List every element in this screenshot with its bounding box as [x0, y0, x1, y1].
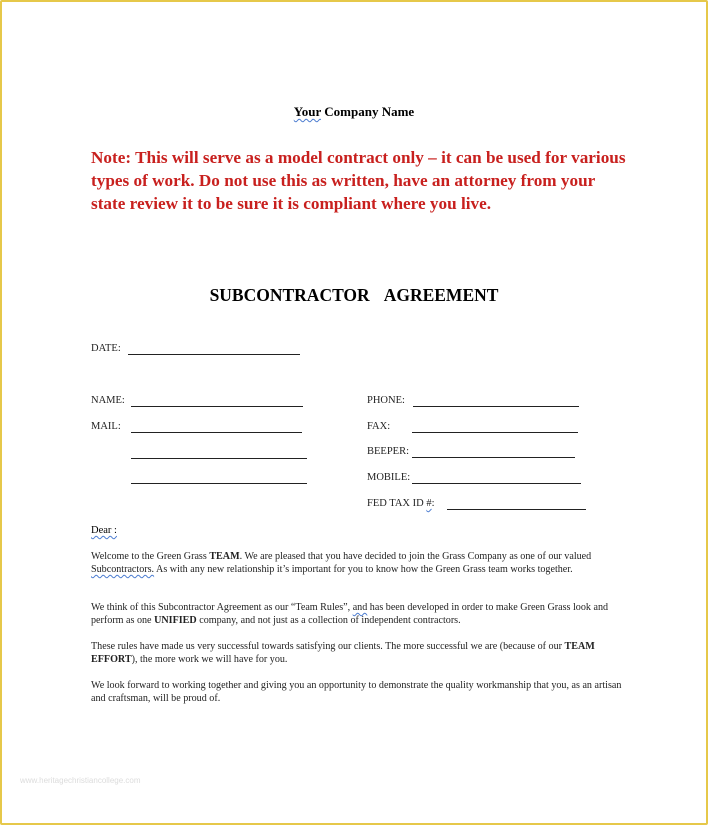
mobile-field[interactable]	[412, 483, 581, 484]
beeper-field[interactable]	[412, 457, 575, 458]
fax-label: FAX:	[367, 421, 391, 432]
fed-tax-prefix: FED TAX ID	[367, 498, 427, 509]
title-part-1: SUBCONTRACTOR	[209, 285, 370, 305]
paragraph-welcome: Welcome to the Green Grass TEAM. We are pleased that you have decided to join the Grass Company as one of our valued Subcontractors. As with any new relationship it’s important for you to know how the Green Grass team works together.	[91, 551, 592, 575]
date-field[interactable]	[128, 354, 300, 355]
fed-tax-id-label	[367, 498, 435, 509]
mail-field[interactable]	[131, 432, 302, 433]
fed-tax-id-field[interactable]	[447, 509, 586, 510]
company-name-suffix: Company Name	[321, 104, 415, 119]
fed-tax-colon: :	[431, 498, 435, 509]
phone-label: PHONE:	[367, 395, 405, 406]
mobile-label: MOBILE:	[367, 472, 411, 483]
company-name-prefix: Your	[293, 104, 322, 119]
team-effort-emphasis: TEAM EFFORT	[91, 641, 595, 665]
mail-field-line-2[interactable]	[131, 458, 307, 459]
paragraph-closing: We look forward to working together and giving you an opportunity to demonstrate the quality workmanship that you, as an artisan and craftsman, will be proud of.	[91, 680, 622, 704]
model-contract-note: Note: This will serve as a model contract only – it can be used for various types of work. Do not use this as written, have an attorney from your state review it to be sure it is compliant where you live.	[91, 148, 626, 213]
mail-field-line-3[interactable]	[131, 483, 307, 484]
salutation: Dear :	[91, 525, 117, 536]
beeper-label: BEEPER:	[367, 446, 410, 457]
name-label: NAME:	[91, 395, 125, 406]
and-word: and	[352, 602, 368, 613]
company-name	[0, 104, 708, 120]
agreement-title	[0, 285, 708, 306]
team-emphasis: TEAM	[209, 551, 240, 562]
phone-field[interactable]	[413, 406, 579, 407]
paragraph-team-rules: We think of this Subcontractor Agreement as our “Team Rules”, and has been developed in order to make Green Grass look and perform as one UNIFIED company, and not just as a collection of independent contractors.	[91, 602, 609, 626]
fax-field[interactable]	[412, 432, 578, 433]
date-label: DATE:	[91, 343, 121, 354]
title-part-2: AGREEMENT	[383, 285, 499, 305]
name-field[interactable]	[131, 406, 303, 407]
unified-emphasis: UNIFIED	[154, 614, 197, 626]
paragraph-success: These rules have made us very successful towards satisfying our clients. The more successful we are (because of our TEAM EFFORT), the more work we will have for you.	[91, 641, 595, 665]
subcontractors-word: Subcontractors.	[91, 563, 155, 575]
mail-label: MAIL:	[91, 421, 121, 432]
watermark: www.heritagechristiancollege.com	[20, 776, 141, 785]
fed-tax-hash: #	[426, 498, 432, 509]
